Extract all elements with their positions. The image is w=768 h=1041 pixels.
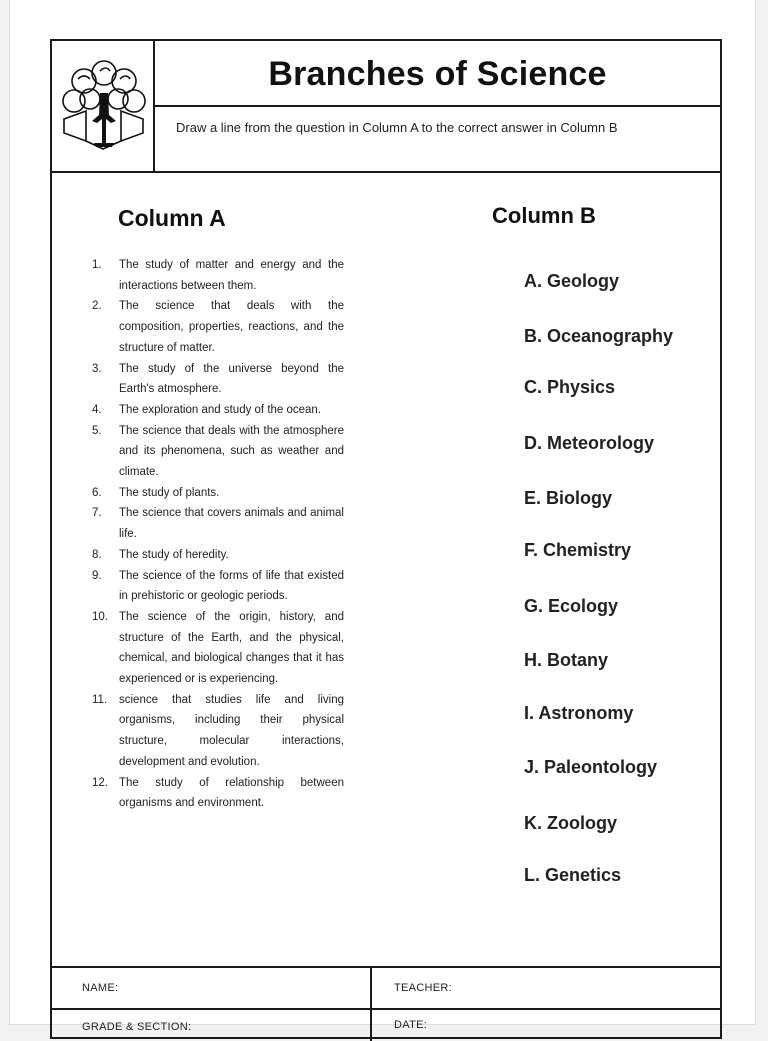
question-text: The study of the universe beyond the Earth's atmosphere. [119, 362, 344, 396]
worksheet-title: Branches of Science [268, 55, 607, 93]
question-item [92, 359, 344, 400]
question-text: The science of the origin, history, and structure of the Earth, and the physical, chemical, and biological changes that it has experienced or is experiencing. [119, 610, 344, 686]
answer-item: D. Meteorology [524, 433, 655, 453]
answer-item: I. Astronomy [524, 703, 634, 723]
question-item [92, 483, 344, 504]
question-item [92, 545, 344, 566]
tree-logo-icon [56, 59, 151, 154]
question-text: The study of heredity. [119, 548, 229, 561]
question-text: science that studies life and living organisms, including their physical structure, molecular interactions, development and evolution. [119, 693, 344, 768]
question-text: The science that covers animals and animal life. [119, 507, 344, 541]
question-text: The science that deals with the composition, properties, reactions, and the structure of matter. [119, 300, 344, 354]
question-number: 12. [92, 776, 108, 789]
answer-item: J. Paleontology [524, 757, 658, 777]
instructions-text: Draw a line from the question in Column A to the correct answer in Column B [176, 120, 618, 135]
question-item [92, 255, 344, 296]
footer-row [52, 966, 720, 1010]
question-number: 4. [92, 403, 102, 416]
question-number: 2. [92, 300, 102, 313]
column-b-heading: Column B [492, 203, 596, 228]
question-number: 10. [92, 610, 108, 623]
answer-item: C. Physics [524, 377, 616, 397]
grade-section-field-label: GRADE & SECTION: [82, 1021, 192, 1033]
question-number: 1. [92, 259, 102, 271]
question-number: 9. [92, 569, 102, 582]
worksheet-frame [50, 39, 722, 1039]
answer-item: A. Geology [524, 271, 620, 291]
answer-item: G. Ecology [524, 596, 619, 616]
name-field-label: NAME: [82, 982, 119, 994]
question-text: The science that deals with the atmosphere and its phenomena, such as weather and climate. [119, 424, 344, 479]
question-text: The science of the forms of life that existed in prehistoric or geologic periods. [119, 569, 344, 603]
column-a-heading: Column A [118, 205, 226, 231]
footer-divider [370, 966, 372, 1041]
answer-item: K. Zoology [524, 813, 617, 833]
logo-box [52, 41, 155, 171]
answer-item: L. Genetics [524, 865, 622, 885]
answer-item: E. Biology [524, 488, 613, 508]
question-text: The exploration and study of the ocean. [119, 403, 322, 416]
question-item [92, 503, 344, 544]
worksheet-header [52, 41, 720, 173]
question-item [92, 773, 344, 814]
title-box [155, 41, 720, 107]
answer-item: H. Botany [524, 650, 609, 670]
question-item [92, 400, 344, 421]
question-number: 3. [92, 362, 102, 375]
answer-item: F. Chemistry [524, 540, 632, 560]
question-number: 8. [92, 548, 102, 561]
question-number: 6. [92, 486, 102, 499]
column-a-questions [92, 255, 344, 814]
question-item [92, 690, 344, 773]
question-text: The study of matter and energy and the interactions between them. [119, 259, 344, 292]
question-number: 5. [92, 424, 102, 437]
question-item [92, 607, 344, 690]
question-text: The study of relationship between organisms and environment. [119, 776, 344, 810]
date-field-label: DATE: [394, 1019, 428, 1031]
answer-item: B. Oceanography [524, 326, 674, 346]
teacher-field-label: TEACHER: [394, 982, 453, 994]
question-number: 7. [92, 507, 102, 520]
question-text: The study of plants. [119, 486, 220, 499]
question-item [92, 296, 344, 358]
question-item [92, 566, 344, 607]
question-number: 11. [92, 693, 108, 706]
question-item [92, 421, 344, 483]
worksheet-page [10, 0, 755, 1033]
